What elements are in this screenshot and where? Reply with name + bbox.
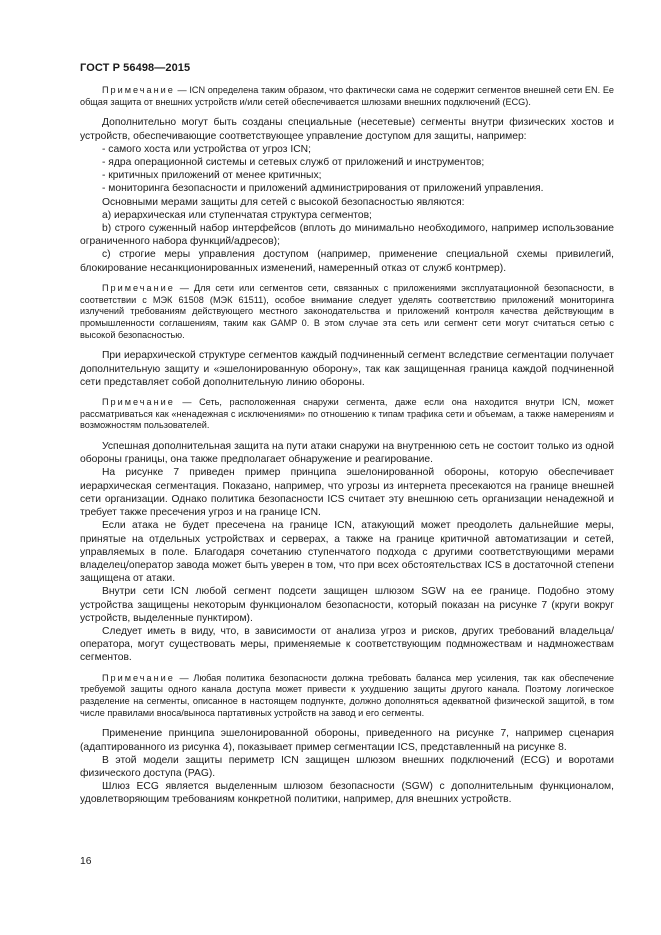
list-item: а) иерархическая или ступенчатая структура сегментов; bbox=[102, 209, 372, 221]
paragraph: На рисунке 7 приведен пример принципа эшелонированной обороны, которую обеспечивает иерархическая сегментация. Показано, например, что угрозы из интернета пресекаются на границе внешней сети организации. Однако политика безопасности ICS считает эту внешнюю сеть организации ненадежной и требует также пресечения угроз и на границе ICN. bbox=[80, 467, 614, 519]
paragraph: Основными мерами защиты для сетей с высокой безопасностью являются: bbox=[102, 196, 465, 208]
paragraph: Если атака не будет пресечена на границе ICN, атакующий может преодолеть дальнейшие меры, принятые на отдельных устройствах и серверах, а также на границе критичной автоматизации и сетей, управляемых в поле. Благодаря сочетанию ступенчатого подхода с другими соответствующими мерами владелец/оператор завода может быть уверен в том, что при всех обстоятельствах ICS в достаточной степени защищена от атаки. bbox=[80, 520, 614, 585]
note-1 bbox=[80, 85, 614, 108]
note-label: Примечание bbox=[102, 85, 175, 95]
note-text: ICN определена таким образом, что фактически сама не содержит сегментов внешней сети EN. Ее общая защита от внешних устройств и/или сетей обеспечивается шлюзами внешних подключений (ECG). bbox=[80, 85, 614, 107]
paragraph: Дополнительно могут быть созданы специальные (несетевые) сегменты внутри физических хостов и устройств, обеспечивающие соответствующее управление доступом для защиты, например: bbox=[80, 117, 614, 142]
note-label: Примечание bbox=[102, 282, 175, 293]
paragraph: При иерархической структуре сегментов каждый подчиненный сегмент вследствие сегментации получает дополнительную защиту и «эшелонированную оборону», так как защищенная граница каждой подчиненной сети представляет собой дополнительную линию обороны. bbox=[80, 350, 614, 388]
note-dash: — bbox=[174, 396, 200, 407]
page-content bbox=[80, 85, 614, 807]
note-text: Любая политика безопасности должна требовать баланса мер усиления, так как обеспечение требуемой защиты одного канала доступа может привести к ухудшению защиты другого канала. Поэтому логическое разделение на сегменты, описанное в настоящем подпункте, должно дополняться адекватной физической защитой, в том числе правилами вноса/выноса партативных устройств на завод и его сегменты. bbox=[80, 672, 614, 718]
paragraph: Шлюз ECG является выделенным шлюзом безопасности (SGW) с дополнительным функционалом, удовлетворяющим требованиям конкретной политики, например, для внешних устройств. bbox=[80, 781, 614, 806]
document-header: ГОСТ Р 56498—2015 bbox=[80, 62, 191, 74]
note-label: Примечание bbox=[102, 672, 175, 683]
list-item: - самого хоста или устройства от угроз ICN; bbox=[102, 143, 311, 155]
note-text: Сеть, расположенная снаружи сегмента, даже если она находится внутри ICN, может рассматриваться как «ненадежная с исключениями» по отношению к типам трафика сети и объемам, а также намерениям и возможностям пользователей. bbox=[80, 396, 614, 431]
note-3 bbox=[80, 397, 614, 432]
note-text: Для сети или сегментов сети, связанных с приложениями эксплуатационной безопасности, в соответствии с МЭК 61508 (МЭК 61511), особое внимание следует уделять соответствию приложений мониторинга излучений требованиям действующего местного законодательства и приложений контроля качества действующим в промышленности соглашениям, таким как GAMP 0. В этом случае эта сеть или сегмент сети могут считаться сетью с высокой безопасностью. bbox=[80, 282, 614, 340]
paragraph: В этой модели защиты периметр ICN защищен шлюзом внешних подключений (ECG) и воротами физического доступа (PAG). bbox=[80, 754, 614, 779]
paragraph: Применение принципа эшелонированной обороны, приведенного на рисунке 7, например сценария (адаптированного из рисунка 4), показывает пример сегментации ICS, представленный на рисунке 8. bbox=[80, 728, 614, 753]
paragraph: Успешная дополнительная защита на пути атаки снаружи на внутреннюю сеть не состоит только из одной обороны границы, она также предполагает обнаружение и реагирование. bbox=[80, 441, 614, 466]
note-dash: — bbox=[174, 85, 190, 95]
page-number: 16 bbox=[80, 856, 92, 867]
note-dash: — bbox=[174, 672, 194, 683]
paragraph: Следует иметь в виду, что, в зависимости от анализа угроз и рисков, других требований владельца/оператора, могут существовать меры, применяемые к соответствующим подмножествам и надмножествам сегментов. bbox=[80, 625, 614, 664]
note-dash: — bbox=[174, 282, 194, 293]
note-label: Примечание bbox=[102, 396, 175, 407]
list-item: - критичных приложений от менее критичных; bbox=[102, 170, 322, 182]
paragraph: Внутри сети ICN любой сегмент подсети защищен шлюзом SGW на ее границе. Подобно этому устройства защищены некоторым функционалом безопасности, который показан на рисунке 7 (круги вокруг устройств, выделенные пунктиром). bbox=[80, 586, 614, 624]
note-2 bbox=[80, 283, 614, 342]
list-item: - ядра операционной системы и сетевых служб от приложений и инструментов; bbox=[102, 157, 485, 169]
note-4 bbox=[80, 673, 614, 720]
list-item: с) строгие меры управления доступом (например, применение специальной схемы привилегий, блокирование несанкционированных изменений, намеренный отказ от служб контрмер). bbox=[80, 249, 614, 274]
list-item: - мониторинга безопасности и приложений администрирования от приложений управления. bbox=[102, 183, 544, 195]
list-item: b) строго суженный набор интерфейсов (вплоть до минимально необходимого, например использование ограниченного набора функций/адресов); bbox=[80, 223, 614, 248]
